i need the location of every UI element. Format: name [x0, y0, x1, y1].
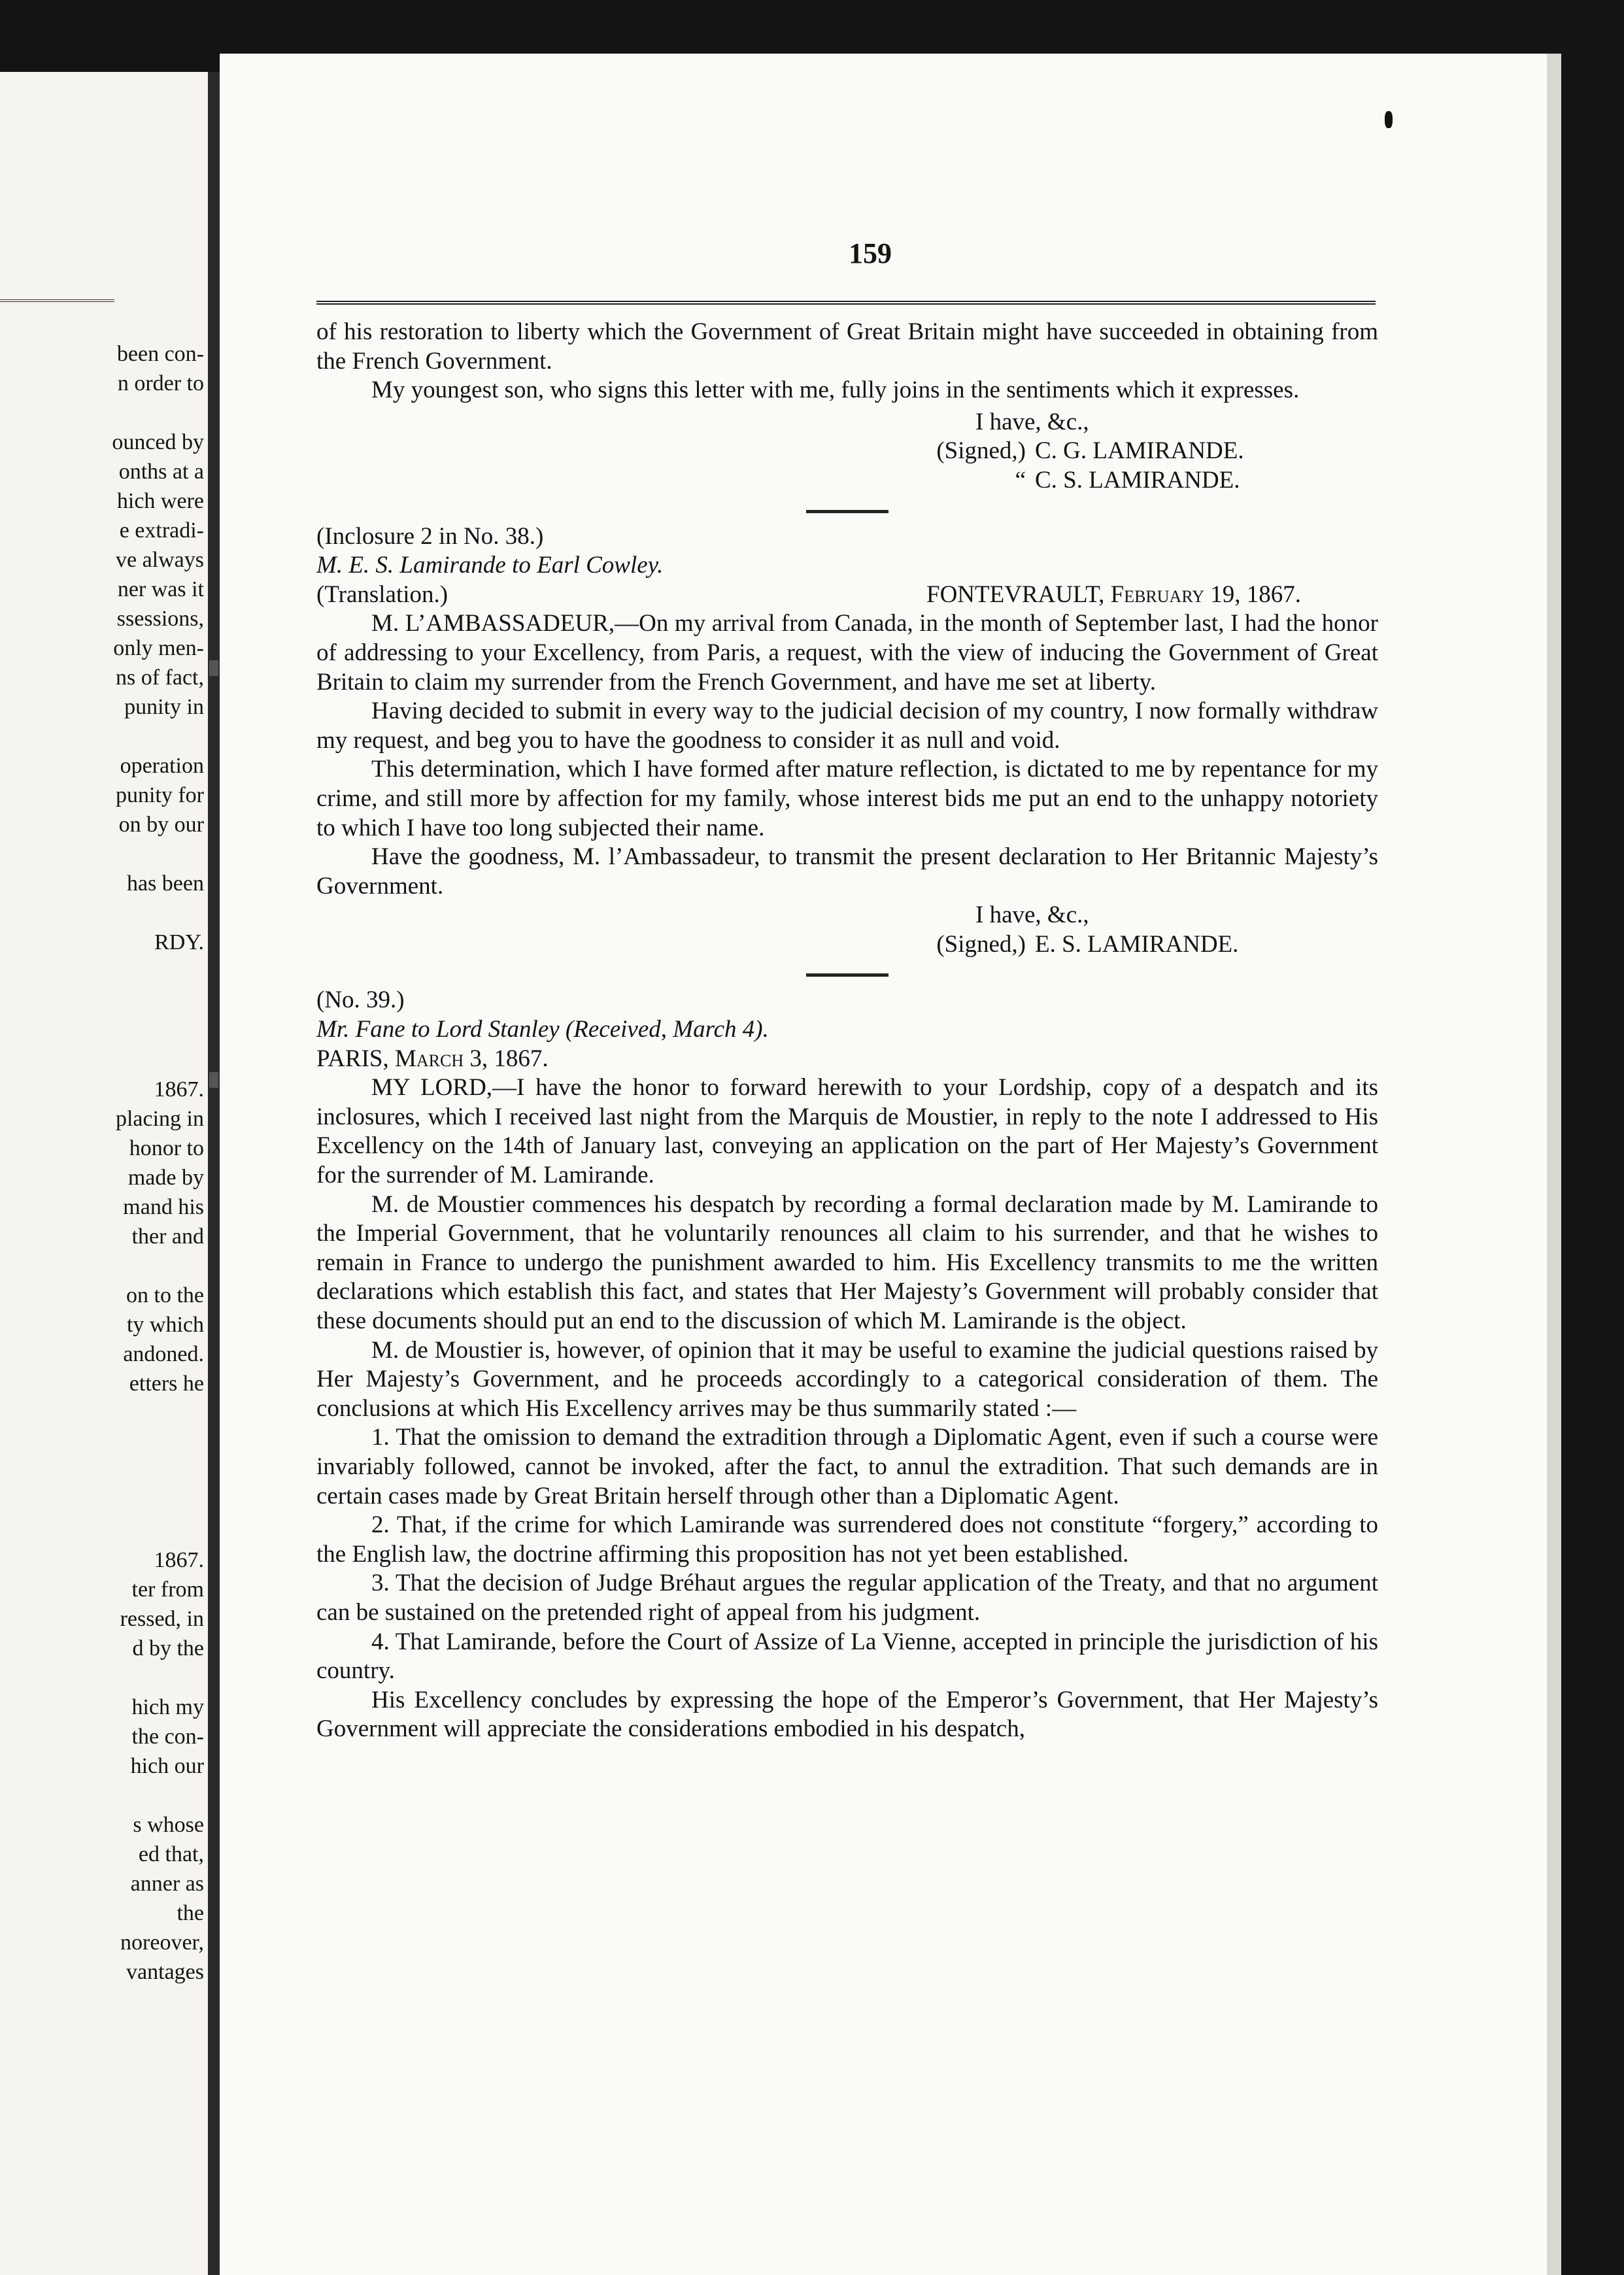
dateline-row [316, 581, 1378, 610]
numbered-point: 4. That Lamirande, before the Court of Assize of La Vienne, accepted in principle the jurisdiction of his country. [316, 1628, 1378, 1685]
translation-label: (Translation.) [316, 581, 448, 608]
left-page-line: on to the [126, 1283, 204, 1307]
numbered-point: 1. That the omission to demand the extradition through a Diplomatic Agent, even if such a course were invariably followed, cannot be invoked, after the fact, to annul the extradition. That such demands are in certain cases made by Great Britain herself through other than a Diplomatic Agent. [316, 1424, 1378, 1509]
continuation-paragraph: of his restoration to liberty which the Government of Great Britain might have succeeded in obtaining from the French Government. [316, 318, 1378, 375]
left-page-line: hich were [116, 489, 204, 513]
closing-formula: I have, &c., [975, 902, 1089, 929]
inclosure-heading: (Inclosure 2 in No. 38.) [316, 522, 544, 550]
section-divider [806, 510, 888, 513]
ink-spot [1385, 111, 1393, 128]
left-page-line: hich my [131, 1695, 204, 1719]
left-page-line: ssessions, [116, 607, 204, 631]
signatory-name: C. S. LAMIRANDE. [1035, 466, 1240, 494]
signatory-name: E. S. LAMIRANDE. [1035, 930, 1239, 958]
header-rule [316, 301, 1376, 305]
left-page-line: placing in [115, 1107, 204, 1131]
left-page-line: RDY. [154, 930, 204, 954]
binding-mark [209, 1072, 218, 1088]
left-page-line: hich our [130, 1754, 204, 1778]
paragraph: This determination, which I have formed after mature reflection, is dictated to me by repentance for my crime, and still more by affection for my family, whose interest bids me put an end to the unhappy notoriety to which I have too long subjected their name. [316, 756, 1378, 841]
left-page-line: ther and [131, 1224, 204, 1249]
left-page-line: the [177, 1901, 204, 1925]
left-page-line: 1867. [154, 1077, 204, 1102]
left-page-line: anner as [130, 1872, 204, 1896]
left-page-line: only men- [113, 636, 204, 660]
paragraph: MY LORD,—I have the honor to forward herewith to your Lordship, copy of a despatch and its inclosures, which I received last night from the Marquis de Moustier, in reply to the note I addressed to His Excellency on the 14th of January last, conveying an application on the part of Her Majesty’s Government for the surrender of M. Lamirande. [316, 1074, 1378, 1189]
left-page-line: has been [126, 871, 204, 896]
left-page-line: ns of fact, [115, 666, 204, 690]
paragraph: M. de Moustier commences his despatch by recording a formal declaration made by M. Lamirande to the Imperial Government, that he voluntarily renounces all claim to his surrender, and that he wishes to remain in France to undergo the punishment awarded to him. His Excellency transmits to me the written declarations which establish this fact, and states that Her Majesty’s Government will probably consider that these documents should put an end to the discussion of which M. Lamirande is the object. [316, 1190, 1378, 1334]
document-number: (No. 39.) [316, 986, 405, 1014]
closing-formula: I have, &c., [975, 408, 1089, 435]
paragraph: M. de Moustier is, however, of opinion that it may be useful to examine the judicial questions raised by Her Majesty’s Government, and he proceeds accordingly to a categorical consideration of them. The conclusions at which His Excellency arrives may be thus summarily stated :— [316, 1336, 1378, 1422]
paragraph: M. L’AMBASSADEUR,—On my arrival from Canada, in the month of September last, I had the honor of addressing to your Excellency, from Paris, a request, with the view of inducing the Government of Great Britain to claim my surrender from the French Government, and have me set at liberty. [316, 610, 1378, 696]
inclosure-subtitle: M. E. S. Lamirande to Earl Cowley. [316, 552, 664, 579]
left-page-line: ounced by [112, 430, 204, 454]
left-page-line: been con- [116, 342, 204, 366]
left-page-line: n order to [117, 371, 204, 396]
left-page-line: ner was it [117, 577, 204, 601]
left-page-line: ter from [131, 1577, 204, 1602]
signed-label: (Signed,) [936, 437, 1026, 465]
numbered-point: 2. That, if the crime for which Lamirande was surrendered does not constitute “forgery,” according to the English law, the doctrine affirming this proposition has not yet been established. [316, 1511, 1378, 1568]
left-page-line: ve always [115, 548, 204, 572]
section-divider [806, 973, 888, 977]
left-page-line: ressed, in [120, 1607, 204, 1631]
signatory-name: C. G. LAMIRANDE. [1035, 437, 1244, 465]
left-page-line: operation [120, 754, 204, 778]
signature-block [316, 408, 1378, 496]
left-page-line: s whose [133, 1813, 204, 1837]
binding-mark [209, 660, 218, 676]
paragraph: Having decided to submit in every way to the judicial decision of my country, I now formally withdraw my request, and beg you to have the goodness to consider it as null and void. [316, 698, 1378, 754]
letter-date: FONTEVRAULT, February 19, 1867. [926, 581, 1301, 608]
numbered-point: 3. That the decision of Judge Bréhaut argues the regular application of the Treaty, and that no argument can be sustained on the pretended right of appeal from his judgment. [316, 1570, 1378, 1626]
left-facing-page [0, 72, 208, 2275]
main-page [220, 54, 1561, 2275]
left-page-line: punity for [115, 783, 204, 807]
despatch-date: PARIS, March 3, 1867. [316, 1045, 549, 1072]
left-page-line: andoned. [123, 1342, 204, 1366]
paragraph: My youngest son, who signs this letter with me, fully joins in the sentiments which it expresses. [371, 377, 1300, 404]
document-subtitle: Mr. Fane to Lord Stanley (Received, March 4). [316, 1016, 769, 1043]
left-page-line: honor to [129, 1136, 204, 1160]
left-page-line: 1867. [154, 1548, 204, 1572]
left-page-line: noreover, [120, 1930, 204, 1955]
left-page-line: ty which [126, 1313, 204, 1337]
left-page-rule [0, 299, 114, 302]
binding-gutter [208, 72, 220, 2275]
left-page-line: ed that, [138, 1842, 204, 1866]
left-page-line: mand his [123, 1195, 204, 1219]
left-page-line: vantages [126, 1960, 204, 1984]
page-number: 159 [849, 237, 892, 269]
ditto-mark: “ [1015, 466, 1026, 494]
left-page-line: on by our [118, 813, 204, 837]
left-page-line: the con- [131, 1725, 204, 1749]
left-page-line: onths at a [118, 460, 204, 484]
signature-block [316, 901, 1378, 959]
left-page-line: e extradi- [119, 518, 204, 543]
paragraph: His Excellency concludes by expressing the hope of the Emperor’s Government, that Her Majesty’s Government will appreciate the considerations embodied in his despatch, [316, 1686, 1378, 1743]
signed-label: (Signed,) [936, 930, 1026, 958]
left-page-line: etters he [129, 1372, 204, 1396]
left-page-line: made by [127, 1166, 204, 1190]
left-page-line: punity in [124, 695, 204, 719]
page-body [316, 318, 1378, 1744]
paragraph: Have the goodness, M. l’Ambassadeur, to transmit the present declaration to Her Britannic Majesty’s Government. [316, 843, 1378, 900]
left-page-line: d by the [132, 1636, 204, 1660]
